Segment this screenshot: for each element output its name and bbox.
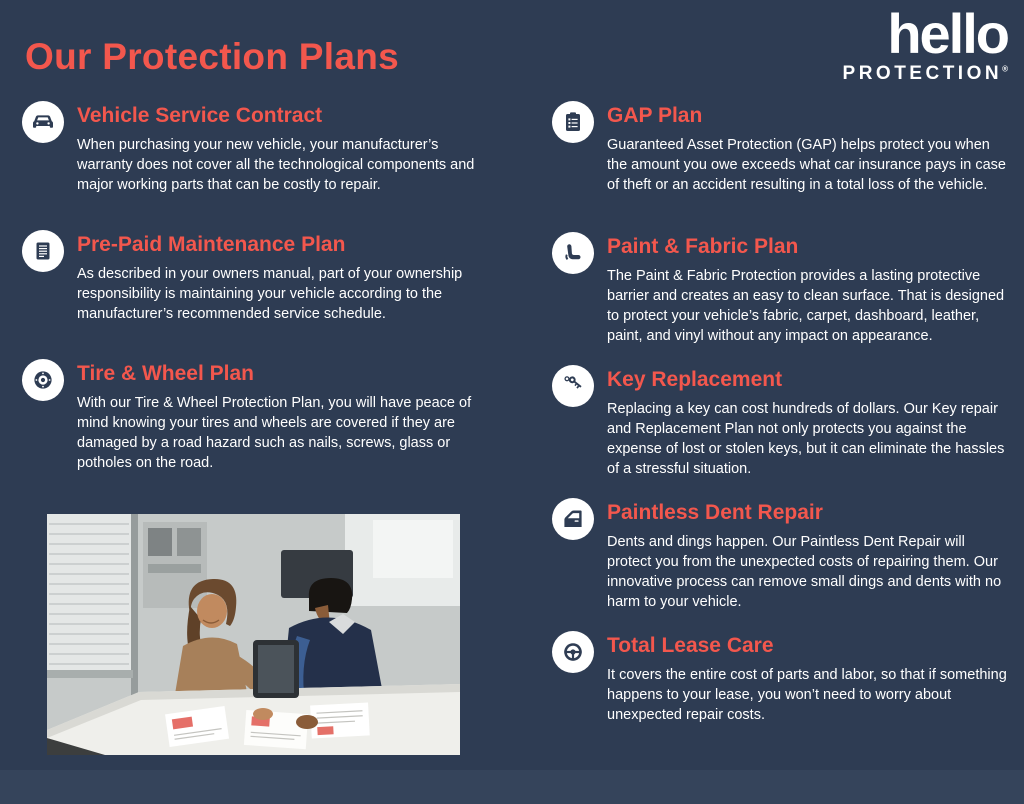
plan-description: Dents and dings happen. Our Paintless Dent Repair will protect you from the unexpected costs of repairing them. Our innovative process can remove small dings and dents with no harm to your vehicle. (607, 534, 1002, 610)
plan-title: Paintless Dent Repair (607, 501, 823, 524)
registered-mark: ® (1002, 64, 1008, 74)
logo-wordmark: hello (887, 2, 1008, 65)
plan-title: Paint & Fabric Plan (607, 235, 799, 258)
hello-protection-logo (842, 2, 1008, 85)
keys-icon (552, 365, 594, 407)
page-title: Our Protection Plans (25, 36, 400, 77)
section-prepaid-maintenance (22, 233, 500, 324)
steering-wheel-icon (552, 631, 594, 673)
section-key-replacement (552, 368, 1014, 479)
plan-title: Total Lease Care (607, 634, 774, 657)
plan-title: Pre-Paid Maintenance Plan (77, 233, 346, 256)
manual-booklet-icon (22, 230, 64, 272)
plan-description: It covers the entire cost of parts and labor, so that if something happens to your lease, you won’t need to worry about unexpected repair costs. (607, 667, 1007, 723)
left-column (22, 104, 500, 511)
tire-icon (22, 359, 64, 401)
plan-description: Replacing a key can cost hundreds of dollars. Our Key repair and Replacement Plan not only protects you against the expense of lost or stolen keys, but it can eliminate the hassles of a stressful situation. (607, 401, 1005, 477)
car-seat-icon (552, 232, 594, 274)
plan-title: Key Replacement (607, 368, 783, 391)
section-vehicle-service-contract (22, 104, 500, 195)
section-paint-fabric (552, 235, 1014, 346)
plan-title: Vehicle Service Contract (77, 104, 323, 127)
section-total-lease-care (552, 634, 1014, 725)
section-gap-plan (552, 104, 1014, 195)
plan-description: When purchasing your new vehicle, your manufacturer’s warranty does not cover all the technological components and major working parts that can be costly to repair. (77, 137, 475, 193)
plan-description: Guaranteed Asset Protection (GAP) helps protect you when the amount you owe exceeds what car insurance pays in case of theft or an accident resulting in a total loss of the vehicle. (607, 137, 1006, 193)
car-door-icon (552, 498, 594, 540)
plan-description: As described in your owners manual, part of your ownership responsibility is maintaining your vehicle according to the manufacturer’s recommended service schedule. (77, 266, 463, 322)
dealership-photo (47, 514, 460, 755)
right-column (552, 104, 1014, 747)
car-icon (22, 101, 64, 143)
plan-description: The Paint & Fabric Protection provides a lasting protective barrier and creates an easy to clean surface. That is designed to protect your vehicle’s fabric, carpet, dashboard, leather, paint, and vinyl without any impact on appearance. (607, 268, 1005, 344)
footer-band (0, 770, 1024, 804)
plan-description: With our Tire & Wheel Protection Plan, you will have peace of mind knowing your tires and wheels are covered if they are damaged by a road hazard such as nails, screws, glass or potholes on the road. (77, 395, 472, 471)
logo-tagline: PROTECTION® (842, 62, 1008, 84)
section-paintless-dent-repair (552, 501, 1014, 612)
plan-title: Tire & Wheel Plan (77, 362, 254, 385)
plan-title: GAP Plan (607, 104, 703, 127)
clipboard-checklist-icon (552, 101, 594, 143)
section-tire-wheel (22, 362, 500, 473)
